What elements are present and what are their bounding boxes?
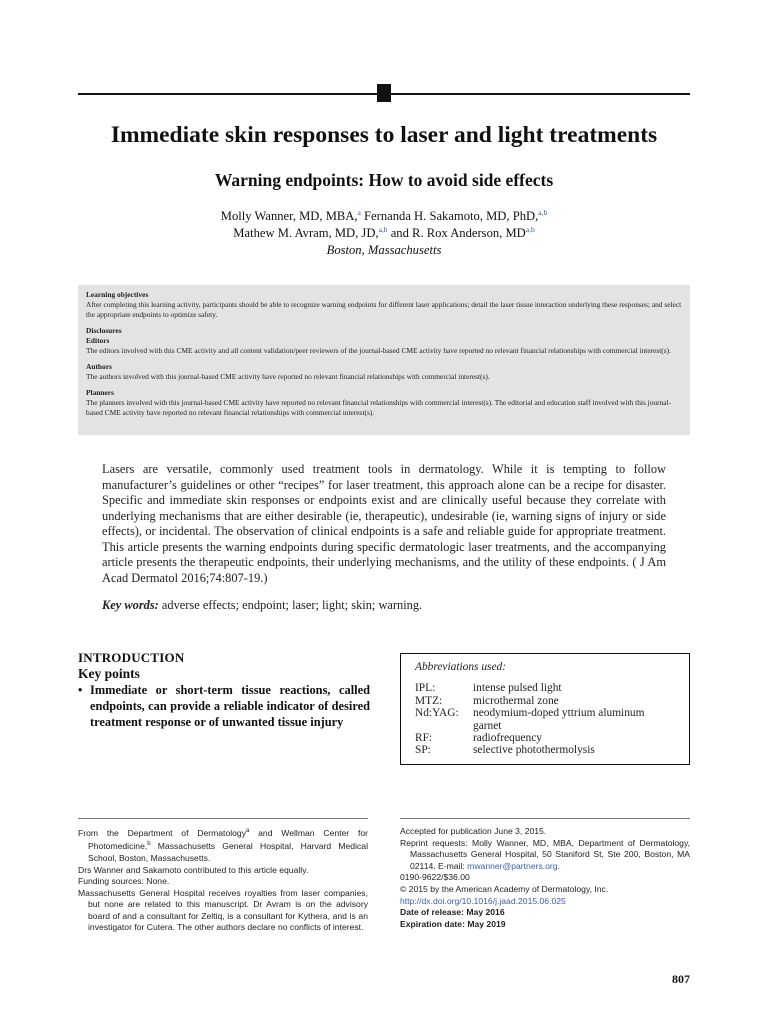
author-line-2 (0, 225, 768, 242)
author-name: Fernanda H. Sakamoto, MD, PhD, (364, 209, 539, 223)
keywords (102, 598, 666, 614)
abbreviation-definition: intense pulsed light (473, 682, 562, 695)
abbreviation-definition: microthermal zone (473, 694, 559, 707)
equal-contribution-note: Drs Wanner and Sakamoto contributed to this article equally. (78, 864, 309, 875)
author-block (0, 208, 768, 259)
article-subtitle: Warning endpoints: How to avoid side effects (214, 170, 554, 190)
abbreviation-row (415, 695, 675, 707)
abstract-text: Lasers are versatile, commonly used treatment tools in dermatology. While it is tempting to follow manufacturer’s guidelines or other “recipes” for laser treatment, this approach alone can be a recipe for disaster. Specific and immediate skin responses or endpoints exist and are clinically useful because they correlate with underlying mechanisms that are either desirable (ie, therapeutic), undesirable (ie, warning signs of injury or side effects), or incidental. The observation of clinical endpoints is a safe and reliable guide for appropriate treatment. This article presents the warning endpoints during specific dermatologic laser treatments, and the accompanying article presents the therapeutic endpoints, their underlying mechanisms, and the utility of these endpoints. ( J Am Acad Dermatol 2016;74:807-19.) (102, 462, 666, 585)
abbreviation-term: Nd:YAG: (415, 707, 459, 720)
abbreviation-definition: selective photothermolysis (473, 744, 595, 757)
learning-objectives-heading: Learning objectives (86, 290, 149, 299)
doi-link[interactable]: http://dx.doi.org/10.1016/j.jaad.2015.06.025 (400, 895, 566, 906)
abbreviation-term: MTZ: (415, 694, 443, 707)
author-line-1 (0, 208, 768, 225)
disclosures-heading: Disclosures (86, 326, 122, 335)
issn: 0190-9622/$36.00 (400, 872, 470, 883)
abbreviation-row (415, 744, 675, 756)
conflict-of-interest-note: Massachusetts General Hospital receives royalties from laser companies, but none are related to this manuscript. Dr Avram is on the advisory board of and a consultant for Zeltiq, is a consultant for Kythera, and is an investigator for Cutera. The other authors declare no conflicts of interest. (78, 887, 368, 933)
page-number: 807 (672, 972, 690, 986)
footnote-rule-right (400, 818, 690, 819)
author-affiliation: Boston, Massachusetts (326, 243, 442, 257)
copyright: © 2015 by the American Academy of Dermatology, Inc. (400, 883, 609, 894)
author-affiliation-sup[interactable]: a,b (378, 225, 388, 234)
key-points-list (78, 682, 370, 730)
affiliation-sup: b (147, 841, 151, 848)
header-square-mark (377, 84, 391, 102)
author-affiliation-sup[interactable]: a (357, 208, 361, 217)
affiliation-footnote (78, 826, 368, 865)
reprint-requests (400, 838, 690, 873)
abbreviation-term: IPL: (415, 682, 436, 695)
authors-text: The authors involved with this journal-based CME activity have reported no relevant financial relationships with commercial interest(s). (86, 372, 490, 381)
footnotes-right (400, 826, 690, 930)
affiliation-text: and Wellman Center for Photomedicine, (88, 827, 368, 852)
author-affiliation-sup[interactable]: a,b (538, 208, 548, 217)
abbreviation-term: SP: (415, 744, 431, 757)
learning-objectives-text: After completing this learning activity, participants should be able to recognize warning endpoints for different laser applications; detail the laser tissue interaction underlying these responses; and select the appropriate endpoints to optimize safety. (86, 300, 682, 319)
abbreviation-row (415, 732, 675, 744)
author-name: Mathew M. Avram, MD, JD, (233, 226, 379, 240)
affiliation-text: From the Department of Dermatology (78, 827, 246, 838)
abbreviation-definition: neodymium-doped yttrium aluminum garnet (473, 707, 645, 732)
authors-heading: Authors (86, 362, 112, 371)
keywords-text: adverse effects; endpoint; laser; light; skin; warning. (158, 598, 423, 612)
editors-text: The editors involved with this CME activity and all content validation/peer reviewers of the journal-based CME activity have reported no relevant financial relationships with commercial interest(s). (86, 346, 671, 355)
author-affiliation-sup[interactable]: a,b (525, 225, 535, 234)
abbreviation-term: RF: (415, 732, 433, 745)
email-link[interactable]: mwanner@partners.org (467, 860, 558, 871)
expiration-date: Expiration date: May 2019 (400, 918, 506, 929)
release-date: Date of release: May 2016 (400, 907, 505, 918)
introduction-heading: INTRODUCTION (78, 650, 185, 665)
planners-text: The planners involved with this journal-based CME activity have reported no relevant financial relationships with commercial interest(s). The editorial and education staff involved with this journal-based CME activity have reported no relevant financial relationships with commercial interest(s). (86, 398, 672, 417)
author-name: R. Rox Anderson, MD (412, 226, 526, 240)
key-point-item: • Immediate or short-term tissue reactions, called endpoints, can provide a reliable indicator of desired treatment response or of unwanted tissue injury (78, 682, 370, 730)
footnotes-left (78, 826, 368, 934)
article-title: Immediate skin responses to laser and light treatments (110, 122, 658, 148)
keywords-label: Key words: (102, 598, 159, 612)
abbreviations-title: Abbreviations used: (415, 661, 507, 673)
key-points-heading: Key points (78, 666, 140, 681)
planners-heading: Planners (86, 388, 114, 397)
accepted-date: Accepted for publication June 3, 2015. (400, 826, 547, 836)
abbreviation-definition: radiofrequency (473, 732, 542, 745)
reprint-text-end: . (557, 860, 560, 871)
abbreviation-row (415, 682, 675, 694)
affiliation-text: Massachusetts General Hospital, Harvard Medical School, Boston, Massachusetts. (88, 841, 368, 863)
author-name: Molly Wanner, MD, MBA, (220, 209, 358, 223)
abbreviations-box (400, 653, 690, 765)
footnote-rule-left (78, 818, 368, 819)
abbreviation-row (415, 707, 675, 732)
funding-note: Funding sources: None. (78, 876, 170, 887)
author-conjunction: and (390, 226, 409, 240)
affiliation-sup: a (246, 828, 250, 834)
reprint-text: Reprint requests: Molly Wanner, MD, MBA, Department of Dermatology, Massachusetts General Hospital, 50 Staniford St, Ste 200, Boston, MA 02114. E-mail: (400, 837, 690, 871)
editors-heading: Editors (86, 336, 110, 345)
cme-info-box (78, 285, 690, 435)
